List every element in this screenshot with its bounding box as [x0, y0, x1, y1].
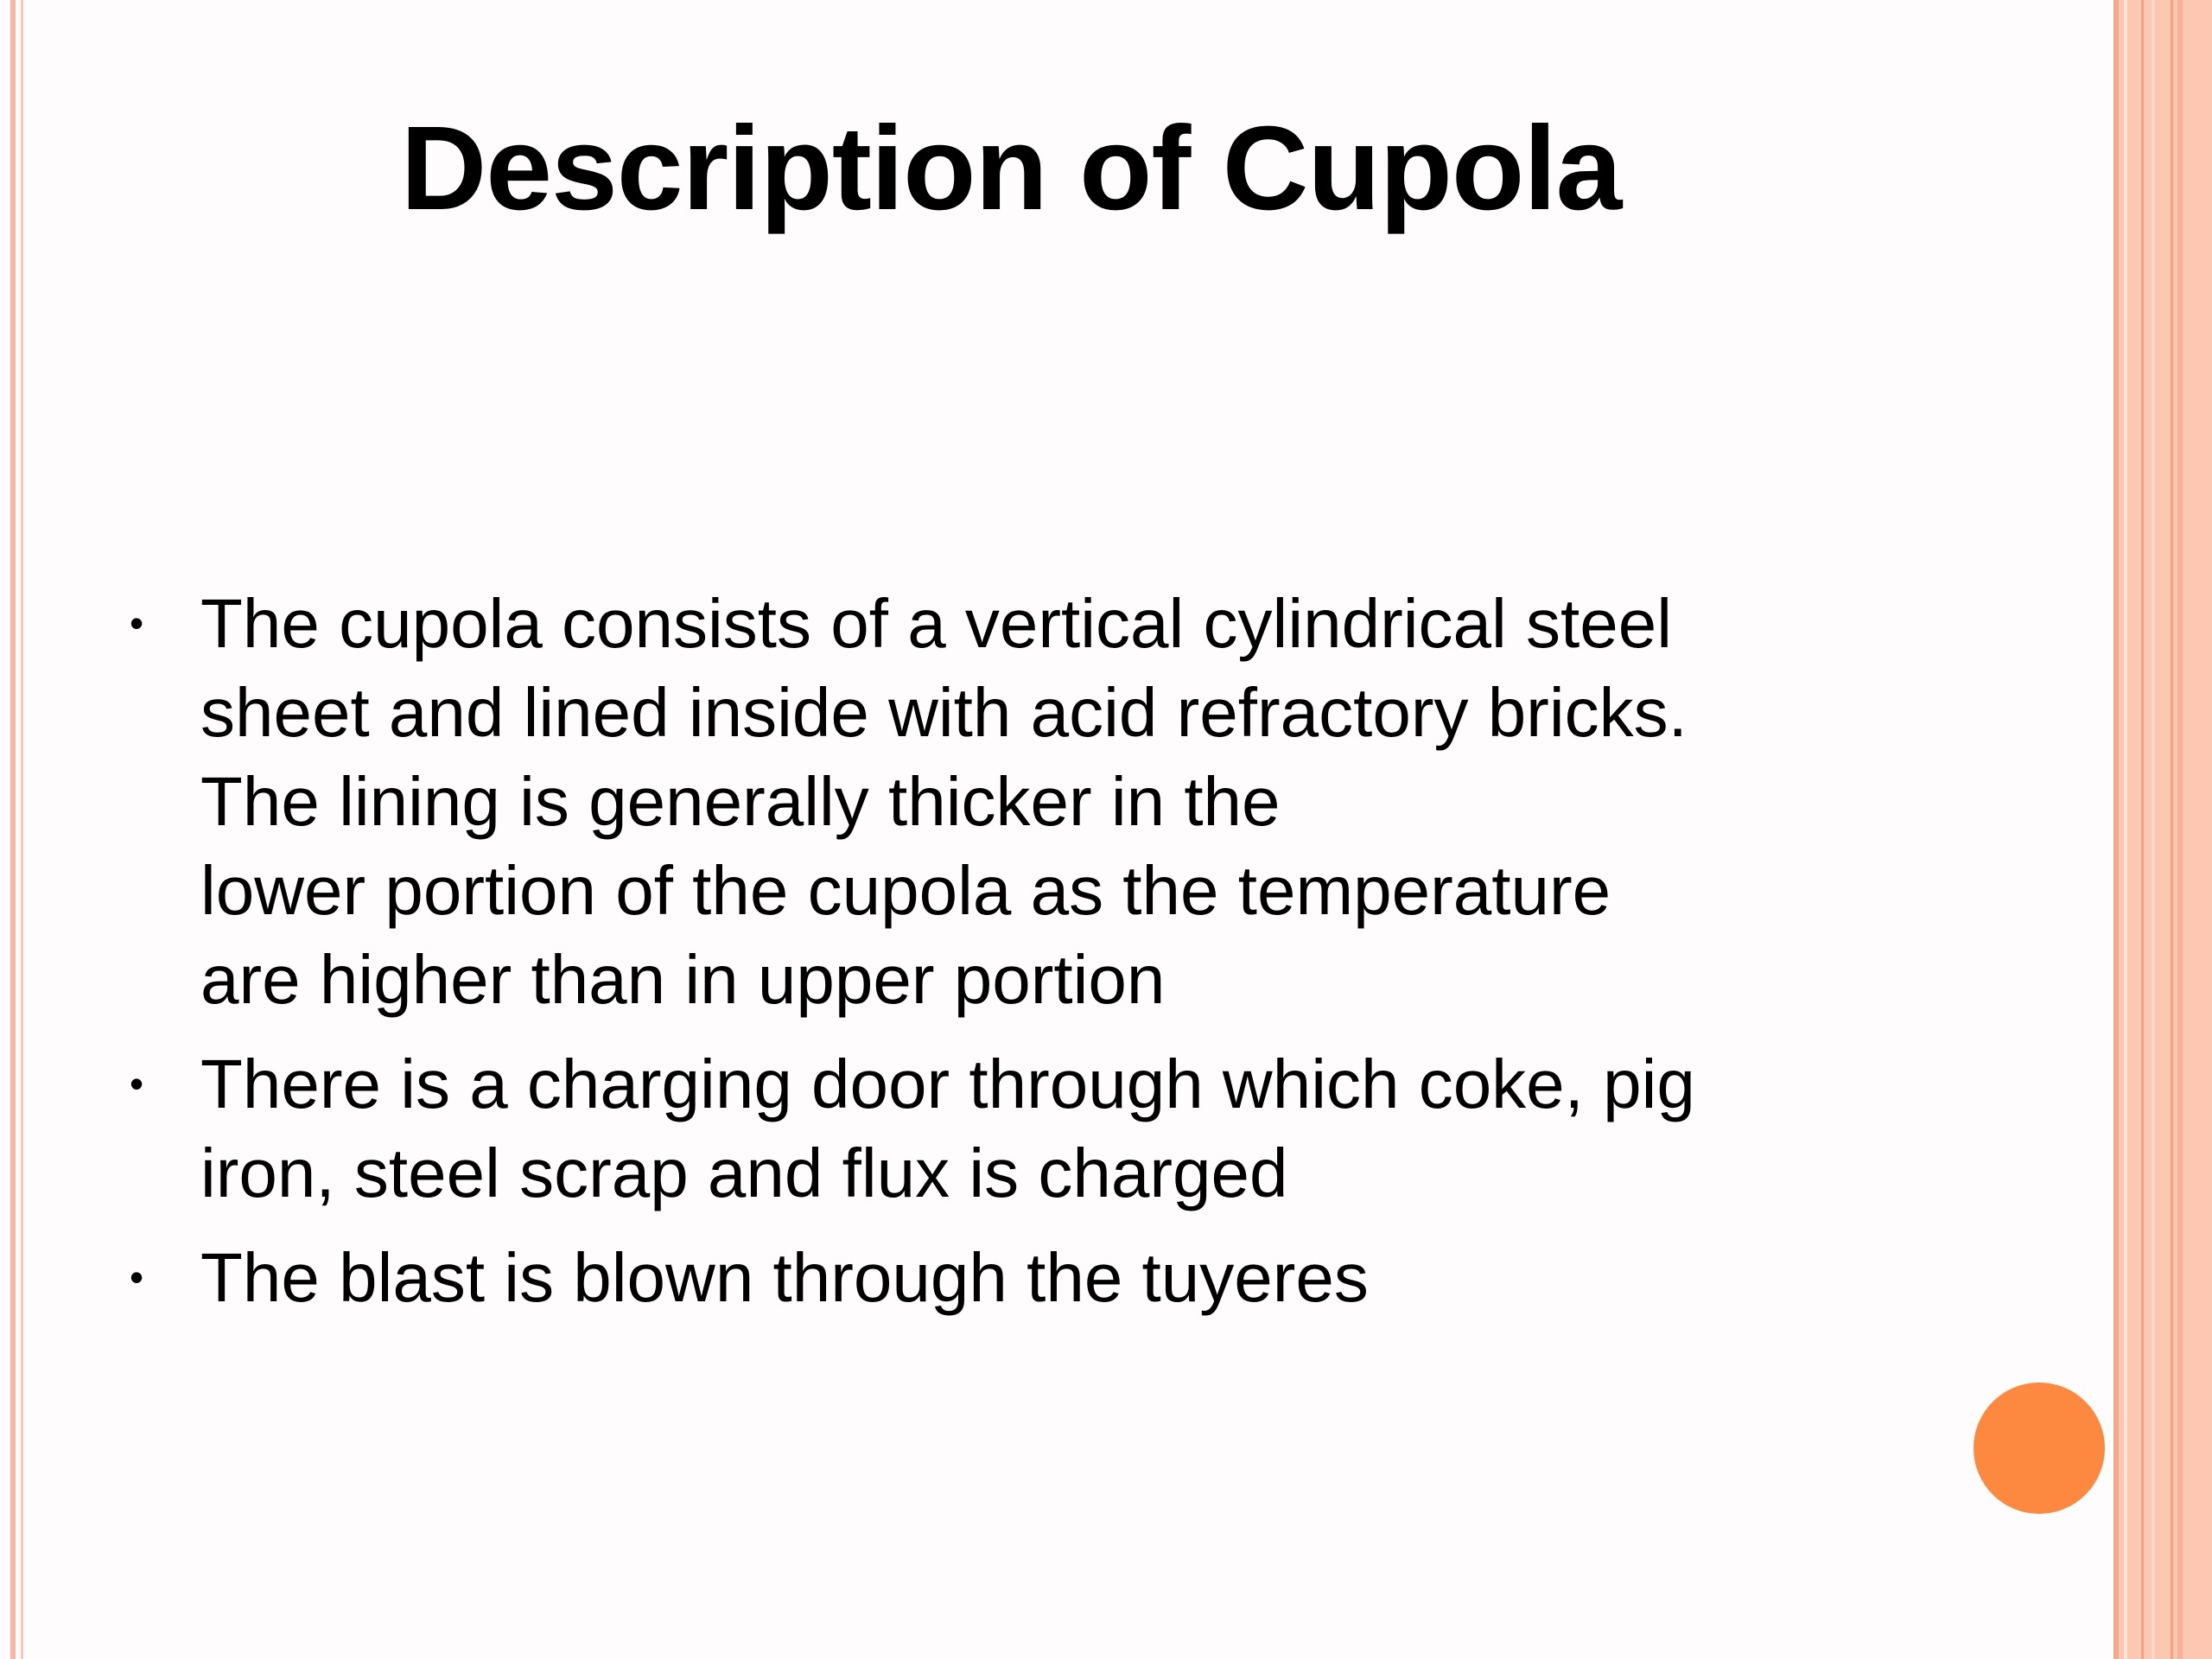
- bullet-text: There is a charging door through which coke, pig iron, steel scrap and flux is charged: [200, 1046, 1695, 1211]
- right-band-line: [2124, 0, 2127, 1659]
- right-band-line: [2171, 0, 2173, 1659]
- bullet-marker: •: [130, 1255, 144, 1300]
- left-border-line: [10, 0, 16, 1659]
- bullet-item: [130, 1039, 1806, 1217]
- bullet-text: The blast is blown through the tuyeres: [200, 1239, 1369, 1316]
- right-band-line: [2113, 0, 2119, 1659]
- orange-circle-button[interactable]: [1974, 1382, 2105, 1514]
- left-border-line-inner: [21, 0, 23, 1659]
- right-band-line: [2141, 0, 2144, 1659]
- right-decorative-band: [2113, 0, 2212, 1659]
- bullet-text: The cupola consists of a vertical cylindrical steel sheet and lined inside with acid refractory bricks. The lining is generally thicker in the lower portion of the cupola as the temperature are higher than in upper portion: [200, 585, 1688, 1018]
- slide-title: Description of Cupola: [400, 102, 1622, 235]
- bullet-list: [130, 579, 1806, 1338]
- bullet-item: [130, 1233, 1806, 1322]
- bullet-marker: •: [130, 601, 144, 645]
- bullet-marker: •: [130, 1061, 144, 1106]
- right-band-line: [2177, 0, 2183, 1659]
- right-band-line: [2152, 0, 2155, 1659]
- bullet-item: [130, 579, 1806, 1024]
